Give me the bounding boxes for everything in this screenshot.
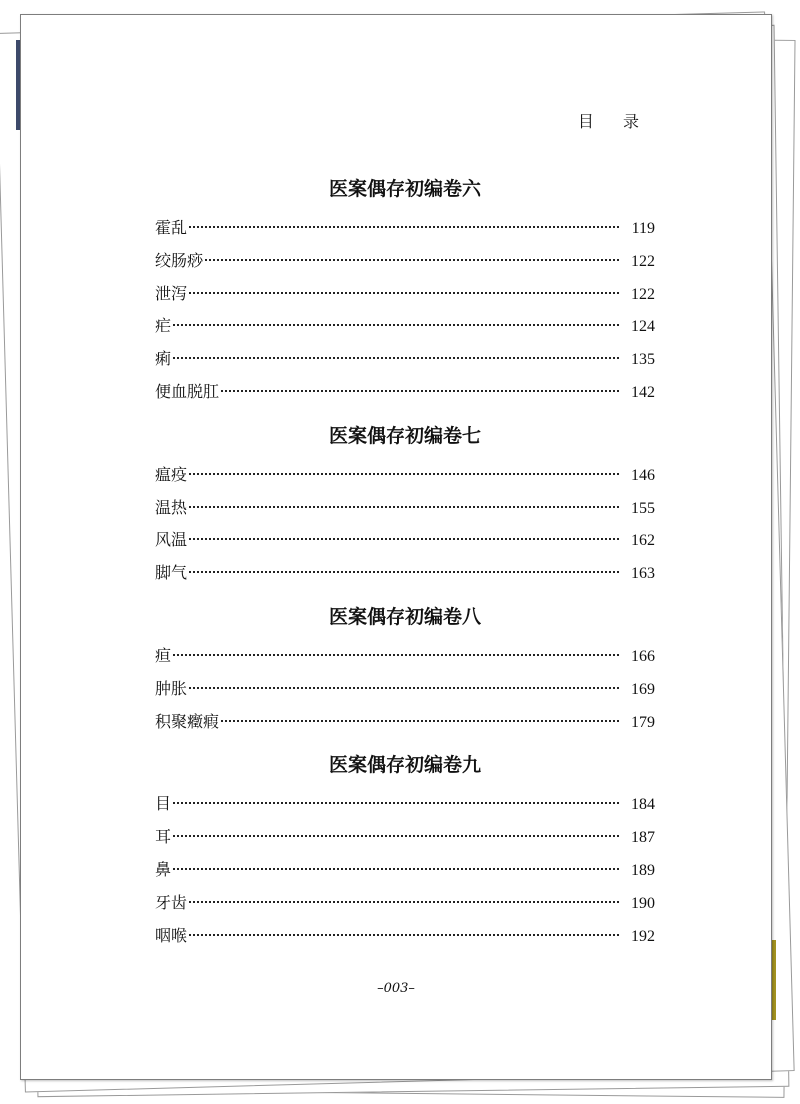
toc-entry-page: 190 xyxy=(631,894,655,912)
table-of-contents xyxy=(155,170,655,952)
dot-leader xyxy=(189,934,619,936)
toc-entry xyxy=(155,492,655,525)
dot-leader xyxy=(189,473,619,475)
toc-entry-page: 122 xyxy=(631,285,655,303)
toc-entry-page: 163 xyxy=(631,565,655,583)
toc-entry xyxy=(155,459,655,492)
section-title: 医案偶存初编卷八 xyxy=(328,605,481,628)
page-number: –003– xyxy=(377,981,415,996)
toc-entry xyxy=(155,821,655,854)
toc-entry-page: 166 xyxy=(631,647,655,665)
toc-entry-page: 122 xyxy=(631,252,655,270)
toc-entry xyxy=(155,640,655,673)
toc-entry-label: 风温 xyxy=(155,530,188,550)
toc-entry-label: 咽喉 xyxy=(155,925,188,945)
toc-entry-page: 124 xyxy=(631,318,655,336)
toc-entry-label: 便血脱肛 xyxy=(155,381,220,401)
toc-entry xyxy=(155,212,655,245)
toc-entry-label: 鼻 xyxy=(155,859,172,879)
toc-section xyxy=(155,174,655,409)
toc-entry xyxy=(155,245,655,278)
dot-leader xyxy=(173,868,619,870)
section-title: 医案偶存初编卷九 xyxy=(328,754,481,777)
dot-leader xyxy=(205,259,619,261)
toc-entry-page: 192 xyxy=(631,927,655,945)
toc-entry-page: 162 xyxy=(631,532,655,550)
toc-entry-label: 肿胀 xyxy=(155,678,188,698)
toc-entry-label: 积聚癥瘕 xyxy=(155,711,220,731)
toc-entry xyxy=(155,887,655,920)
toc-entry-page: 119 xyxy=(631,220,655,237)
toc-entry-label: 痢 xyxy=(155,349,172,369)
toc-entry xyxy=(155,343,655,376)
toc-entry xyxy=(155,376,655,409)
toc-entry-label: 霍乱 xyxy=(155,218,188,237)
dot-leader xyxy=(173,802,619,804)
toc-entry-page: 146 xyxy=(631,466,655,484)
toc-section xyxy=(155,602,655,738)
toc-entry-label: 绞肠痧 xyxy=(155,250,204,270)
toc-entry-page: 189 xyxy=(631,861,655,879)
dot-leader xyxy=(221,720,619,722)
toc-entry-page: 184 xyxy=(631,796,655,814)
toc-entry xyxy=(155,673,655,706)
dot-leader xyxy=(173,835,619,837)
document-page xyxy=(20,14,772,1080)
dot-leader xyxy=(189,226,619,228)
toc-entry xyxy=(155,278,655,311)
toc-entry xyxy=(155,310,655,343)
toc-section xyxy=(155,750,655,952)
dot-leader xyxy=(189,506,619,508)
toc-entry-page: 142 xyxy=(631,383,655,401)
dot-leader xyxy=(189,292,619,294)
section-title: 医案偶存初编卷六 xyxy=(328,178,481,200)
toc-entry xyxy=(155,524,655,557)
dot-leader xyxy=(173,324,619,326)
toc-entry-label: 脚气 xyxy=(155,563,188,583)
section-title: 医案偶存初编卷七 xyxy=(328,424,481,447)
toc-entry-label: 目 xyxy=(155,794,172,814)
toc-entry-label: 牙齿 xyxy=(155,892,188,912)
running-head: 目 录 xyxy=(577,112,651,131)
toc-entry xyxy=(155,788,655,821)
toc-entry-label: 泄泻 xyxy=(155,283,188,303)
toc-entry xyxy=(155,706,655,739)
dot-leader xyxy=(221,390,619,392)
toc-entry xyxy=(155,920,655,953)
toc-entry xyxy=(155,854,655,887)
toc-entry-label: 温热 xyxy=(155,497,188,517)
dot-leader xyxy=(173,357,619,359)
toc-entry-label: 瘟疫 xyxy=(155,464,188,484)
dot-leader xyxy=(189,538,619,540)
dot-leader xyxy=(189,571,619,573)
toc-entry-label: 耳 xyxy=(155,827,172,847)
toc-entry xyxy=(155,557,655,590)
dot-leader xyxy=(189,901,619,903)
toc-entry-label: 疟 xyxy=(155,316,172,336)
toc-entry-page: 155 xyxy=(631,499,655,517)
toc-entry-page: 187 xyxy=(631,829,655,847)
toc-entry-page: 179 xyxy=(631,713,655,731)
toc-entry-label: 疸 xyxy=(155,645,172,665)
toc-entry-page: 135 xyxy=(631,351,655,369)
dot-leader xyxy=(173,654,619,656)
toc-section xyxy=(155,421,655,590)
toc-entry-page: 169 xyxy=(631,680,655,698)
dot-leader xyxy=(189,687,619,689)
